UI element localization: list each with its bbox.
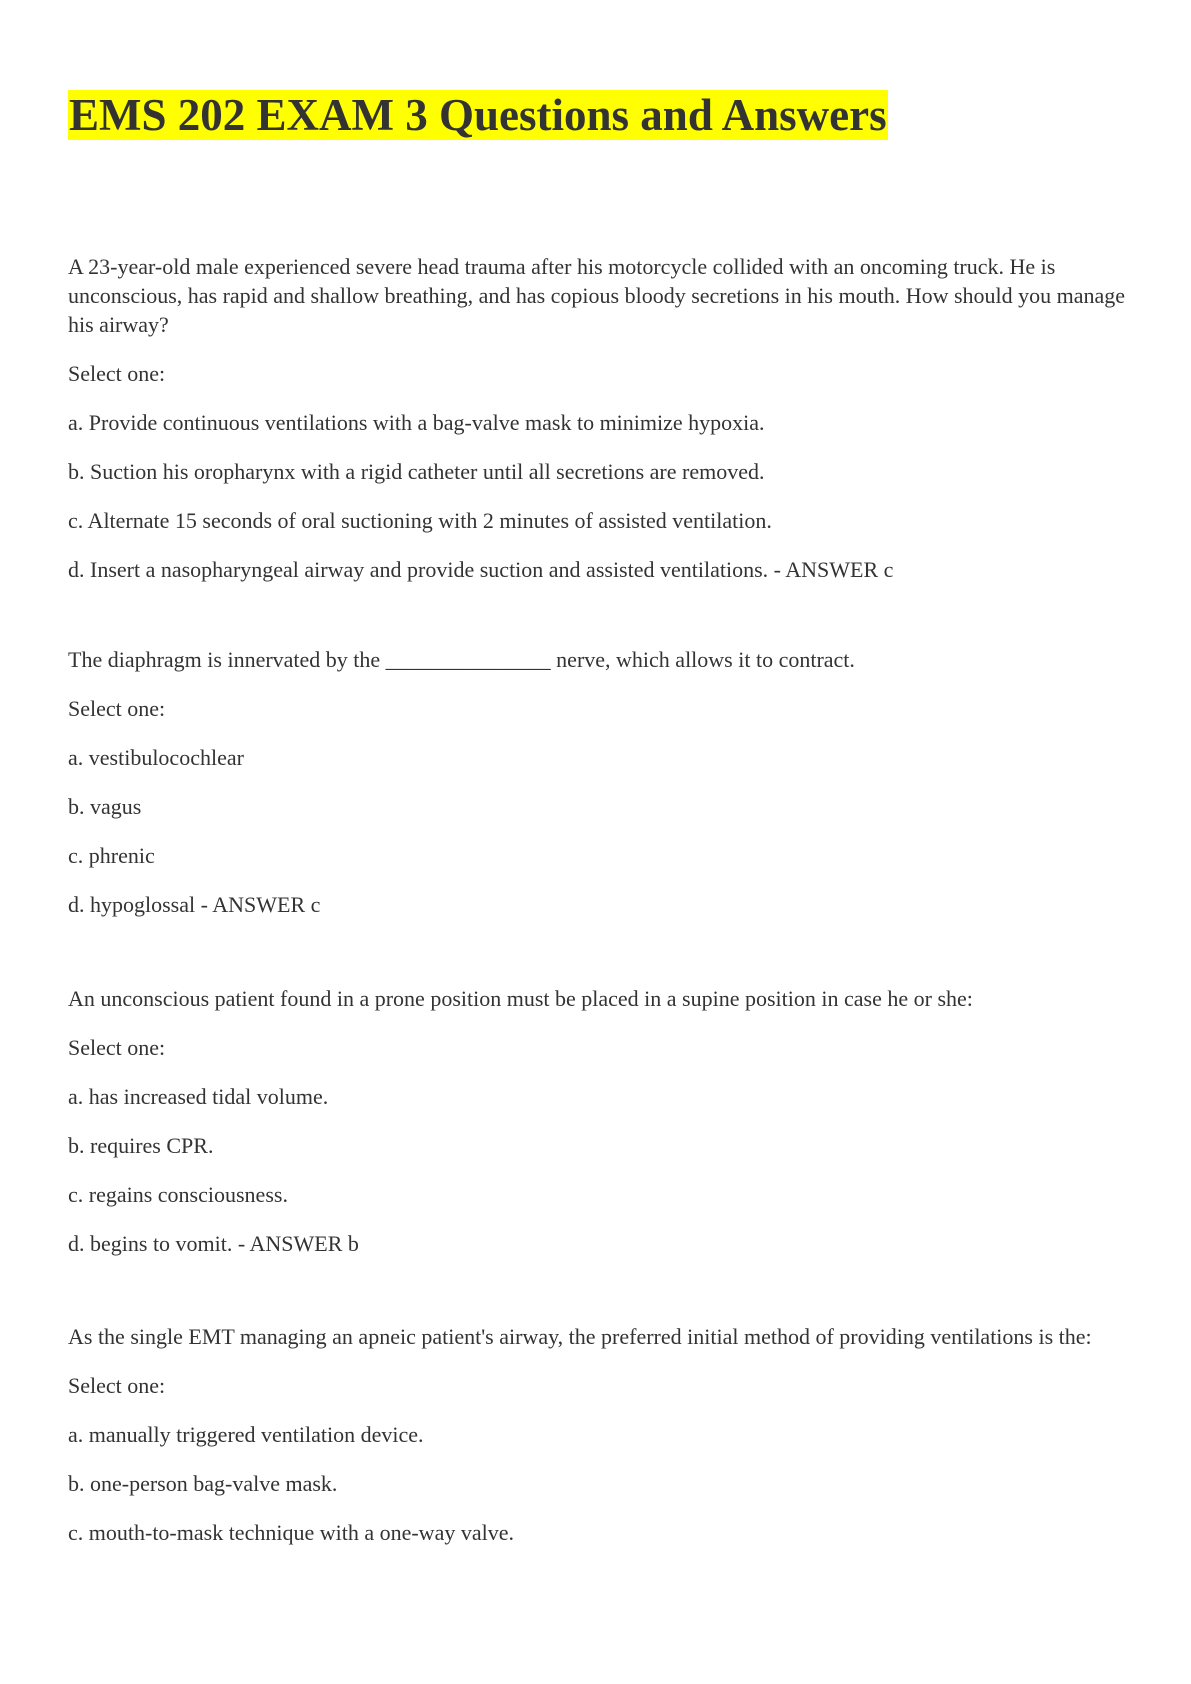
option-c: c. phrenic	[68, 843, 155, 868]
question-stem: The diaphragm is innervated by the _______________ nerve, which allows it to contract.	[68, 647, 855, 672]
question-1	[68, 252, 1128, 584]
title-highlight: EMS 202 EXAM 3 Questions and Answers	[69, 90, 887, 140]
question-3	[68, 984, 1128, 1258]
option-d-answer: d. begins to vomit. - ANSWER b	[68, 1231, 359, 1256]
question-stem: An unconscious patient found in a prone position must be placed in a supine position in case he or she:	[68, 986, 973, 1011]
page-title	[68, 90, 888, 140]
option-b: b. one-person bag-valve mask.	[68, 1471, 338, 1496]
question-2	[68, 645, 1128, 919]
option-c: c. Alternate 15 seconds of oral suctioning with 2 minutes of assisted ventilation.	[68, 508, 772, 533]
option-a: a. vestibulocochlear	[68, 745, 244, 770]
option-c: c. mouth-to-mask technique with a one-way valve.	[68, 1520, 514, 1545]
question-stem: A 23-year-old male experienced severe head trauma after his motorcycle collided with an oncoming truck. He is unconscious, has rapid and shallow breathing, and has copious bloody secretions in his mouth. How should you manage his airway?	[68, 254, 1126, 337]
option-a: a. has increased tidal volume.	[68, 1084, 329, 1109]
option-b: b. requires CPR.	[68, 1133, 214, 1158]
question-4	[68, 1322, 1128, 1547]
option-d-answer: d. Insert a nasopharyngeal airway and provide suction and assisted ventilations. - ANSWER c	[68, 557, 894, 582]
option-b: b. Suction his oropharynx with a rigid catheter until all secretions are removed.	[68, 459, 765, 484]
select-one-label: Select one:	[68, 696, 166, 721]
option-a: a. manually triggered ventilation device.	[68, 1422, 424, 1447]
select-one-label: Select one:	[68, 1035, 166, 1060]
select-one-label: Select one:	[68, 1373, 166, 1398]
option-b: b. vagus	[68, 794, 142, 819]
question-stem: As the single EMT managing an apneic patient's airway, the preferred initial method of providing ventilations is the:	[68, 1324, 1092, 1349]
option-d-answer: d. hypoglossal - ANSWER c	[68, 892, 321, 917]
option-c: c. regains consciousness.	[68, 1182, 288, 1207]
option-a: a. Provide continuous ventilations with a bag-valve mask to minimize hypoxia.	[68, 410, 765, 435]
select-one-label: Select one:	[68, 361, 166, 386]
